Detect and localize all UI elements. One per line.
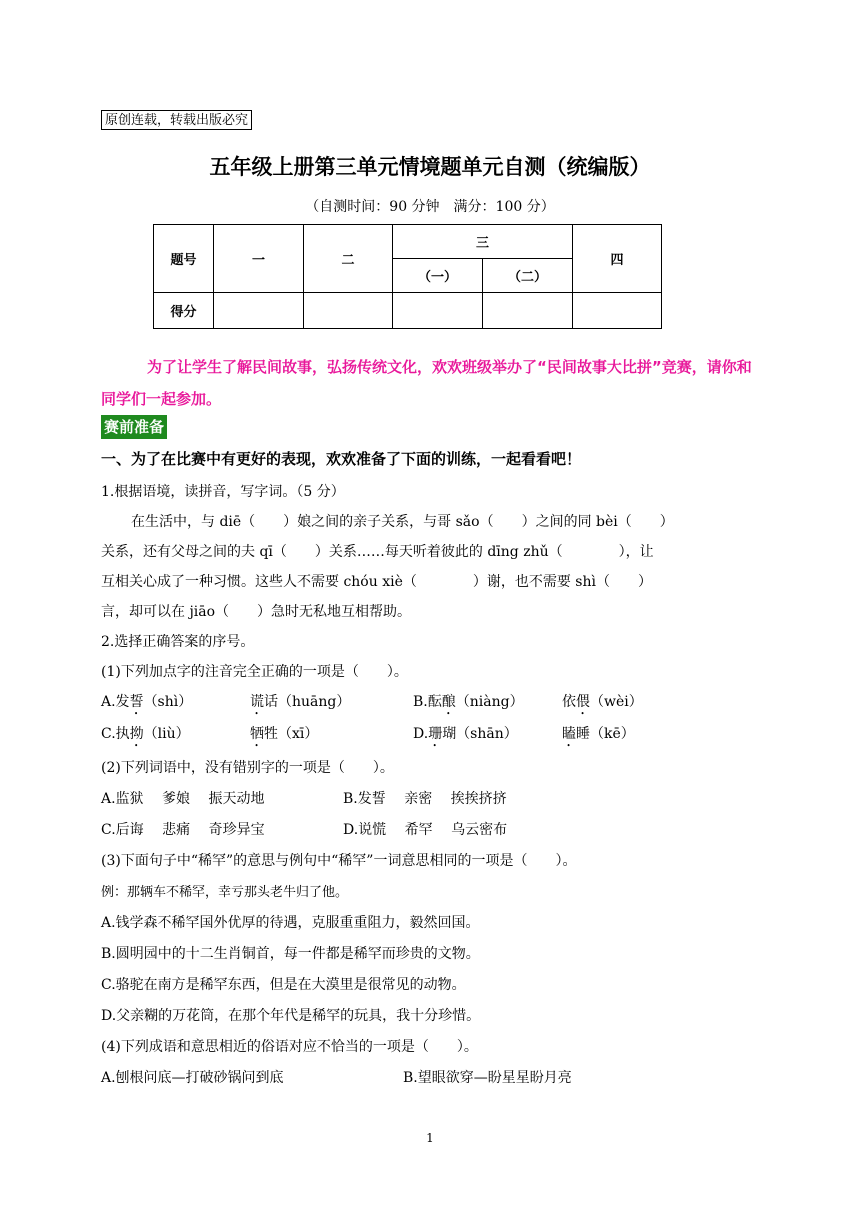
option-c-item-1: C.执拗（liù） — [101, 726, 190, 742]
question-1-line-4: 言，却可以在 jiāo（ ）急时无私地互相帮助。 — [101, 604, 412, 620]
page-title: 五年级上册第三单元情境题单元自测（统编版） — [209, 155, 651, 179]
score-cell — [214, 293, 304, 329]
question-2-part-3: (3)下面句子中“稀罕”的意思与例句中“稀罕”一词意思相同的一项是（ ）。 — [101, 853, 577, 869]
option-b-item-1: B.酝酿（niàng） — [413, 694, 524, 710]
page-subtitle: （自测时间：90 分钟 满分：100 分） — [305, 199, 555, 215]
score-cell — [393, 293, 483, 329]
part-3-option-b: B.圆明园中的十二生肖铜首，每一件都是稀罕而珍贵的文物。 — [101, 946, 480, 962]
part-3-example: 例：那辆车不稀罕，幸亏那头老牛归了他。 — [101, 885, 349, 900]
option-d-item-2: 瞌睡（kē） — [562, 726, 635, 742]
part-4-option-b: B.望眼欲穿—盼星星盼月亮 — [403, 1070, 572, 1086]
part-2-option-a: A.监狱 爹娘 振天动地 — [101, 791, 265, 807]
table-col-2: 二 — [304, 225, 393, 293]
copyright-stamp: 原创连载，转载出版必究 — [101, 110, 252, 130]
option-c-item-2: 牺牲（xī） — [250, 726, 319, 742]
score-cell — [304, 293, 393, 329]
question-1-line-3: 互相关心成了一种习惯。这些人不需要 chóu xiè（ ）谢，也不需要 shì（ ） — [101, 574, 652, 590]
question-1-line-1: 在生活中，与 diē（ ）娘之间的亲子关系，与哥 sǎo（ ）之间的同 bèi（ ） — [131, 514, 674, 530]
part-3-option-d: D.父亲糊的万花筒，在那个年代是稀罕的玩具，我十分珍惜。 — [101, 1008, 481, 1024]
part-3-option-a: A.钱学森不稀罕国外优厚的待遇，克服重重阻力，毅然回国。 — [101, 915, 480, 931]
table-col-1: 一 — [214, 225, 304, 293]
score-table — [153, 224, 662, 329]
table-header-question-number: 题号 — [154, 225, 214, 293]
question-2-title: 2.选择正确答案的序号。 — [101, 634, 255, 650]
table-col-3-sub-2: （二） — [483, 259, 573, 293]
score-cell — [573, 293, 662, 329]
part-2-option-c: C.后诲 悲痛 奇珍异宝 — [101, 822, 265, 838]
question-1-line-2: 关系，还有父母之间的夫 qī（ ）关系……每天听着彼此的 dīng zhǔ（ ），让 — [101, 544, 654, 560]
option-d-item-1: D.珊瑚（shān） — [413, 726, 518, 742]
section-heading-1: 一、为了在比赛中有更好的表现，欢欢准备了下面的训练，一起看看吧！ — [101, 450, 582, 468]
part-3-option-c: C.骆驼在南方是稀罕东西，但是在大漠里是很常见的动物。 — [101, 977, 466, 993]
page-number: 1 — [426, 1131, 434, 1145]
intro-text: 为了让学生了解民间故事，弘扬传统文化，欢欢班级举办了“民间故事大比拼”竞赛，请你和同学们一起参加。 — [101, 358, 752, 408]
table-col-3: 三 — [393, 225, 573, 259]
option-a-item-1: A.发誓（shì） — [101, 694, 193, 710]
part-2-option-b: B.发誓 亲密 挨挨挤挤 — [343, 791, 507, 807]
intro-paragraph — [101, 351, 761, 415]
part-2-option-d: D.说慌 希罕 乌云密布 — [343, 822, 508, 838]
table-header-score: 得分 — [154, 293, 214, 329]
question-2-part-2: (2)下列词语中，没有错别字的一项是（ ）。 — [101, 760, 394, 776]
section-badge: 赛前准备 — [101, 415, 167, 439]
question-2-part-1: (1)下列加点字的注音完全正确的一项是（ ）。 — [101, 664, 408, 680]
table-col-3-sub-1: （一） — [393, 259, 483, 293]
question-2-part-4: (4)下列成语和意思相近的俗语对应不恰当的一项是（ ）。 — [101, 1039, 478, 1055]
question-1-title: 1.根据语境，读拼音，写字词。（5 分） — [101, 484, 345, 500]
option-a-item-2: 谎话（huāng） — [250, 694, 351, 710]
score-cell — [483, 293, 573, 329]
table-col-4: 四 — [573, 225, 662, 293]
option-b-item-2: 依偎（wèi） — [562, 694, 643, 710]
part-4-option-a: A.刨根问底—打破砂锅问到底 — [101, 1070, 284, 1086]
